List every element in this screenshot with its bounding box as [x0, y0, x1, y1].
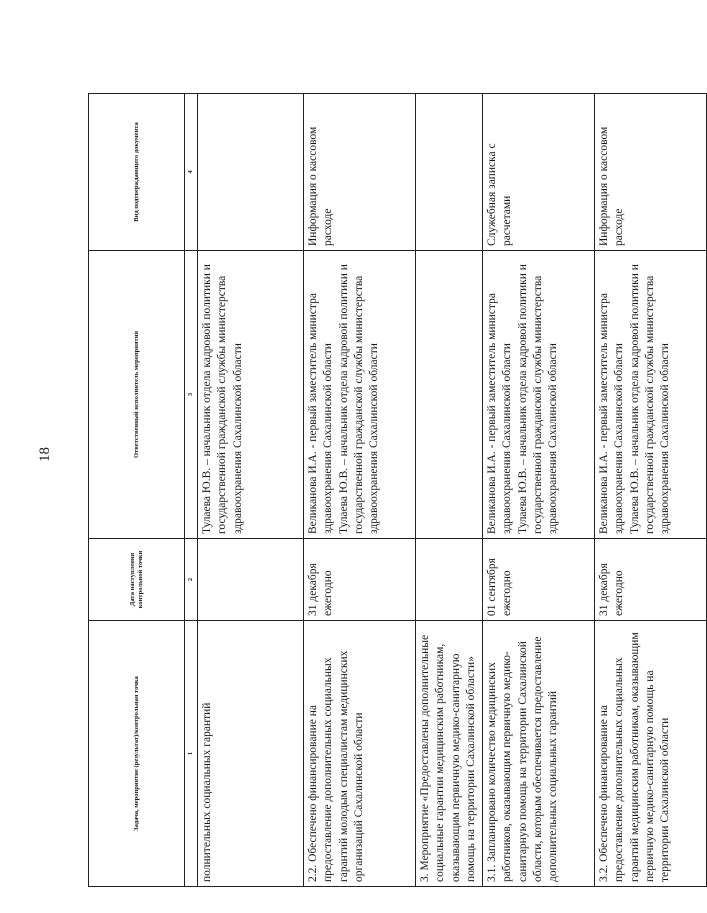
column-number: 3 — [185, 251, 198, 539]
table-row — [595, 94, 707, 887]
task-cell: 3.1. Запланировано количество медицинских работников, оказывающим первичную медико-санитарную помощь на территории Сахалинской области, которым обеспечивается предоставление дополнительных социальных гарантий — [483, 621, 595, 887]
responsible-cell — [304, 251, 416, 539]
task-cell: полнительных социальных гарантий — [198, 621, 304, 887]
plan-table — [88, 93, 707, 887]
header-date: Дата наступления контрольной точки — [89, 539, 185, 621]
date-cell: 31 декабря ежегодно — [595, 539, 707, 621]
responsible-person: Великанова И.А. - первый заместитель министра здравоохранения Сахалинской области — [598, 293, 626, 534]
date-cell: 01 сентября ежегодно — [483, 539, 595, 621]
responsible-person: Тулаева Ю.В. – начальник отдела кадровой политики и государственной гражданской службы министерства здравоохранения Сахалинской области — [516, 264, 560, 534]
header-responsible: Ответственный исполнитель мероприятия — [89, 251, 185, 539]
responsible-person: Великанова И.А. - первый заместитель министра здравоохранения Сахалинской области — [307, 293, 335, 534]
rotated-table-container — [88, 94, 672, 887]
task-cell: 3.2. Обеспечено финансирование на предоставление дополнительных социальных гарантий медицинским работникам, оказывающим первичную медико-санитарную помощь на территории Сахалинской области — [595, 621, 707, 887]
task-cell: 3. Мероприятие «Предоставлены дополнительные социальные гарантии медицинским работникам, оказывающим первичную медико-санитарную помощь на территории Сахалинской области» — [416, 621, 483, 887]
responsible-cell — [198, 251, 304, 539]
page-number: 18 — [37, 447, 53, 462]
column-number: 4 — [185, 94, 198, 251]
responsible-person: Великанова И.А. - первый заместитель министра здравоохранения Сахалинской области — [486, 293, 514, 534]
responsible-person: Тулаева Ю.В. – начальник отдела кадровой политики и государственной гражданской службы министерства здравоохранения Сахалинской области — [201, 264, 244, 534]
column-numbers-row — [185, 94, 198, 887]
responsible-cell — [595, 251, 707, 539]
task-cell: 2.2. Обеспечено финансирование на предоставление дополнительных социальных гарантий молодым специалистам медицинских организаций Сахалинской области — [304, 621, 416, 887]
header-task: Задача, мероприятие (результат)/контрольная точка — [89, 621, 185, 887]
column-number: 1 — [185, 621, 198, 887]
table-row — [198, 94, 304, 887]
header-document: Вид подтверждающего документа — [89, 94, 185, 251]
table-row — [416, 94, 483, 887]
responsible-cell — [416, 251, 483, 539]
responsible-person: Тулаева Ю.В. – начальник отдела кадровой политики и государственной гражданской службы министерства здравоохранения Сахалинской области — [628, 264, 672, 534]
table-row — [304, 94, 416, 887]
document-cell — [198, 94, 304, 251]
document-cell — [416, 94, 483, 251]
responsible-person: Тулаева Ю.В. – начальник отдела кадровой политики и государственной гражданской службы министерства здравоохранения Сахалинской области — [337, 264, 381, 534]
table-header-row — [89, 94, 185, 887]
document-cell: Информация о кассовом расходе — [595, 94, 707, 251]
date-cell — [198, 539, 304, 621]
table-row — [483, 94, 595, 887]
column-number: 2 — [185, 539, 198, 621]
document-cell: Информация о кассовом расходе — [304, 94, 416, 251]
date-cell: 31 декабря ежегодно — [304, 539, 416, 621]
responsible-cell — [483, 251, 595, 539]
document-cell: Служебная записка с расчетами — [483, 94, 595, 251]
date-cell — [416, 539, 483, 621]
